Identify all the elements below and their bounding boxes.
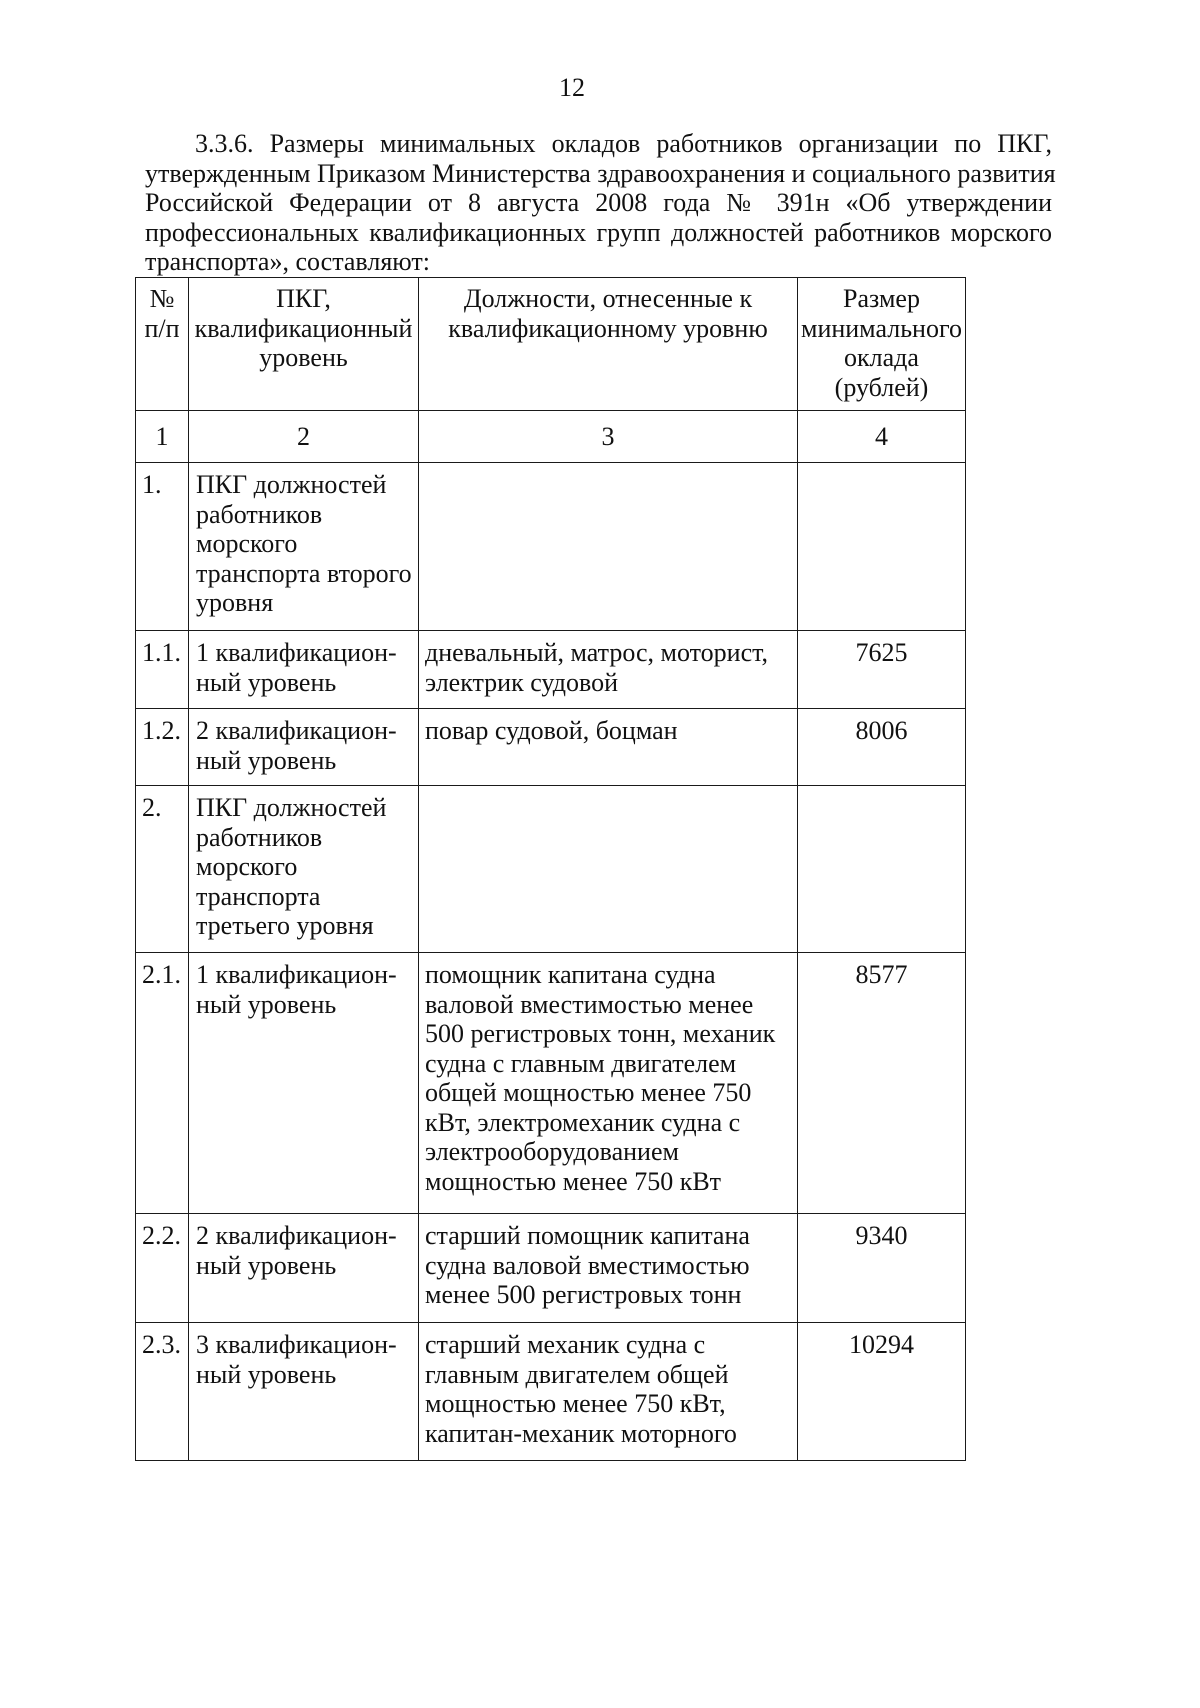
cell-line: дневальный, матрос, моторист, xyxy=(425,638,769,667)
positions-cell xyxy=(419,631,798,709)
cell-line: уровня xyxy=(196,588,274,617)
salary-cell xyxy=(798,953,966,1214)
cell-line: № xyxy=(149,284,175,313)
positions-cell xyxy=(419,463,798,631)
cell-line: квалификационному уровню xyxy=(448,313,768,343)
cell-line: ПКГ должностей xyxy=(196,470,387,499)
salary-table-body xyxy=(136,278,966,1461)
cell-line: 2 xyxy=(297,421,310,451)
cell-line: работников xyxy=(196,822,323,852)
salary-cell xyxy=(798,631,966,709)
qualification-group-cell xyxy=(189,786,419,953)
cell-line: транспорта xyxy=(196,881,321,911)
cell-line: старший механик судна с xyxy=(425,1330,706,1359)
salary-cell xyxy=(798,786,966,953)
table-row xyxy=(136,709,966,786)
cell-line: 4 xyxy=(875,421,888,451)
table-row xyxy=(136,631,966,709)
cell-line: ный уровень xyxy=(196,1359,337,1389)
cell-line: Должности, отнесенные к xyxy=(463,284,753,313)
table-row xyxy=(136,463,966,631)
cell-line: 2.1. xyxy=(142,960,181,989)
cell-line: 3 xyxy=(601,421,615,451)
cell-line: электрооборудованием xyxy=(425,1137,679,1166)
row-number-cell xyxy=(136,1323,189,1461)
row-number-cell xyxy=(136,953,189,1214)
cell-line: 2. xyxy=(142,793,162,822)
cell-line: 3 квалификацион- xyxy=(196,1330,397,1359)
row-number-cell xyxy=(136,631,189,709)
salary-cell xyxy=(798,1323,966,1461)
cell-line: ный уровень xyxy=(196,667,337,697)
cell-line: главным двигателем общей xyxy=(425,1359,729,1389)
column-number-cell xyxy=(798,411,966,463)
salary-cell xyxy=(798,1214,966,1323)
qualification-group-cell xyxy=(189,1323,419,1461)
intro-line: транспорта», составляют: xyxy=(145,247,430,276)
intro-paragraph xyxy=(145,129,1056,277)
header-cell-number xyxy=(136,278,189,411)
column-number-row xyxy=(136,411,966,463)
cell-line: 1 xyxy=(155,421,169,451)
column-number-cell xyxy=(419,411,798,463)
cell-line: ный уровень xyxy=(196,989,337,1019)
intro-line: Российской Федерации от 8 августа 2008 года № 391н «Об утверждении xyxy=(145,188,1052,217)
cell-line: 8006 xyxy=(855,716,908,745)
cell-line: минимального xyxy=(800,313,962,343)
cell-line: п/п xyxy=(144,313,180,343)
cell-line: судна валовой вместимостью xyxy=(425,1250,750,1280)
cell-line: работников xyxy=(196,499,323,529)
column-number-cell xyxy=(189,411,419,463)
table-row xyxy=(136,953,966,1214)
cell-line: 2 квалификацион- xyxy=(196,1221,397,1250)
cell-line: валовой вместимостью менее xyxy=(425,989,754,1019)
positions-cell xyxy=(419,1214,798,1323)
cell-line: 2.2. xyxy=(142,1221,181,1250)
cell-line: повар судовой, боцман xyxy=(425,716,678,745)
cell-line: Размер xyxy=(843,284,920,313)
row-number-cell xyxy=(136,1214,189,1323)
positions-cell xyxy=(419,953,798,1214)
header-cell-positions xyxy=(419,278,798,411)
cell-line: старший помощник капитана xyxy=(425,1221,750,1250)
cell-line: 10294 xyxy=(849,1330,914,1359)
cell-line: третьего уровня xyxy=(196,911,374,940)
table-row xyxy=(136,1214,966,1323)
cell-line: морского xyxy=(196,529,298,558)
table-header-row xyxy=(136,278,966,411)
cell-line: мощностью менее 750 кВт, xyxy=(425,1389,726,1418)
qualification-group-cell xyxy=(189,463,419,631)
cell-line: общей мощностью менее 750 xyxy=(425,1078,752,1107)
header-cell-salary xyxy=(798,278,966,411)
cell-line: ПКГ, xyxy=(276,284,331,313)
salary-cell xyxy=(798,709,966,786)
cell-line: 2 квалификацион- xyxy=(196,716,397,745)
column-number-cell xyxy=(136,411,189,463)
cell-line: менее 500 регистровых тонн xyxy=(425,1280,742,1309)
positions-cell xyxy=(419,1323,798,1461)
cell-line: 7625 xyxy=(855,638,908,667)
cell-line: 8577 xyxy=(855,960,908,989)
salary-table xyxy=(135,277,966,1461)
header-cell-pkg xyxy=(189,278,419,411)
cell-line: 500 регистровых тонн, механик xyxy=(425,1019,776,1048)
cell-line: 2.3. xyxy=(142,1330,181,1359)
cell-line: ПКГ должностей xyxy=(196,793,387,822)
cell-line: 1.2. xyxy=(142,716,181,745)
cell-line: морского xyxy=(196,852,298,881)
cell-line: 1.1. xyxy=(142,638,181,667)
cell-line: ный уровень xyxy=(196,745,337,775)
cell-line: квалификационный xyxy=(194,313,413,343)
cell-line: капитан-механик моторного xyxy=(425,1418,737,1448)
intro-line: утвержденным Приказом Министерства здравоохранения и социального развития xyxy=(145,158,1056,188)
intro-line: профессиональных квалификационных групп должностей работников морского xyxy=(145,217,1052,247)
page-number: 12 xyxy=(559,73,585,102)
qualification-group-cell xyxy=(189,631,419,709)
intro-line: 3.3.6. Размеры минимальных окладов работников организации по ПКГ, xyxy=(195,129,1052,158)
positions-cell xyxy=(419,786,798,953)
table-row xyxy=(136,786,966,953)
row-number-cell xyxy=(136,463,189,631)
cell-line: оклада xyxy=(844,343,919,372)
cell-line: транспорта второго xyxy=(196,558,412,588)
qualification-group-cell xyxy=(189,1214,419,1323)
table-row xyxy=(136,1323,966,1461)
cell-line: 1 квалификацион- xyxy=(196,960,397,989)
cell-line: 1. xyxy=(142,470,162,499)
qualification-group-cell xyxy=(189,953,419,1214)
cell-line: помощник капитана судна xyxy=(425,960,716,989)
cell-line: 1 квалификацион- xyxy=(196,638,397,667)
positions-cell xyxy=(419,709,798,786)
cell-line: (рублей) xyxy=(834,372,929,402)
cell-line: мощностью менее 750 кВт xyxy=(425,1166,722,1196)
row-number-cell xyxy=(136,709,189,786)
cell-line: 9340 xyxy=(855,1221,908,1250)
qualification-group-cell xyxy=(189,709,419,786)
salary-table-wrapper xyxy=(135,277,966,1461)
salary-cell xyxy=(798,463,966,631)
cell-line: электрик судовой xyxy=(425,667,619,697)
cell-line: кВт, электромеханик судна с xyxy=(425,1107,741,1137)
cell-line: судна с главным двигателем xyxy=(425,1048,737,1078)
row-number-cell xyxy=(136,786,189,953)
cell-line: уровень xyxy=(259,343,348,372)
cell-line: ный уровень xyxy=(196,1250,337,1280)
